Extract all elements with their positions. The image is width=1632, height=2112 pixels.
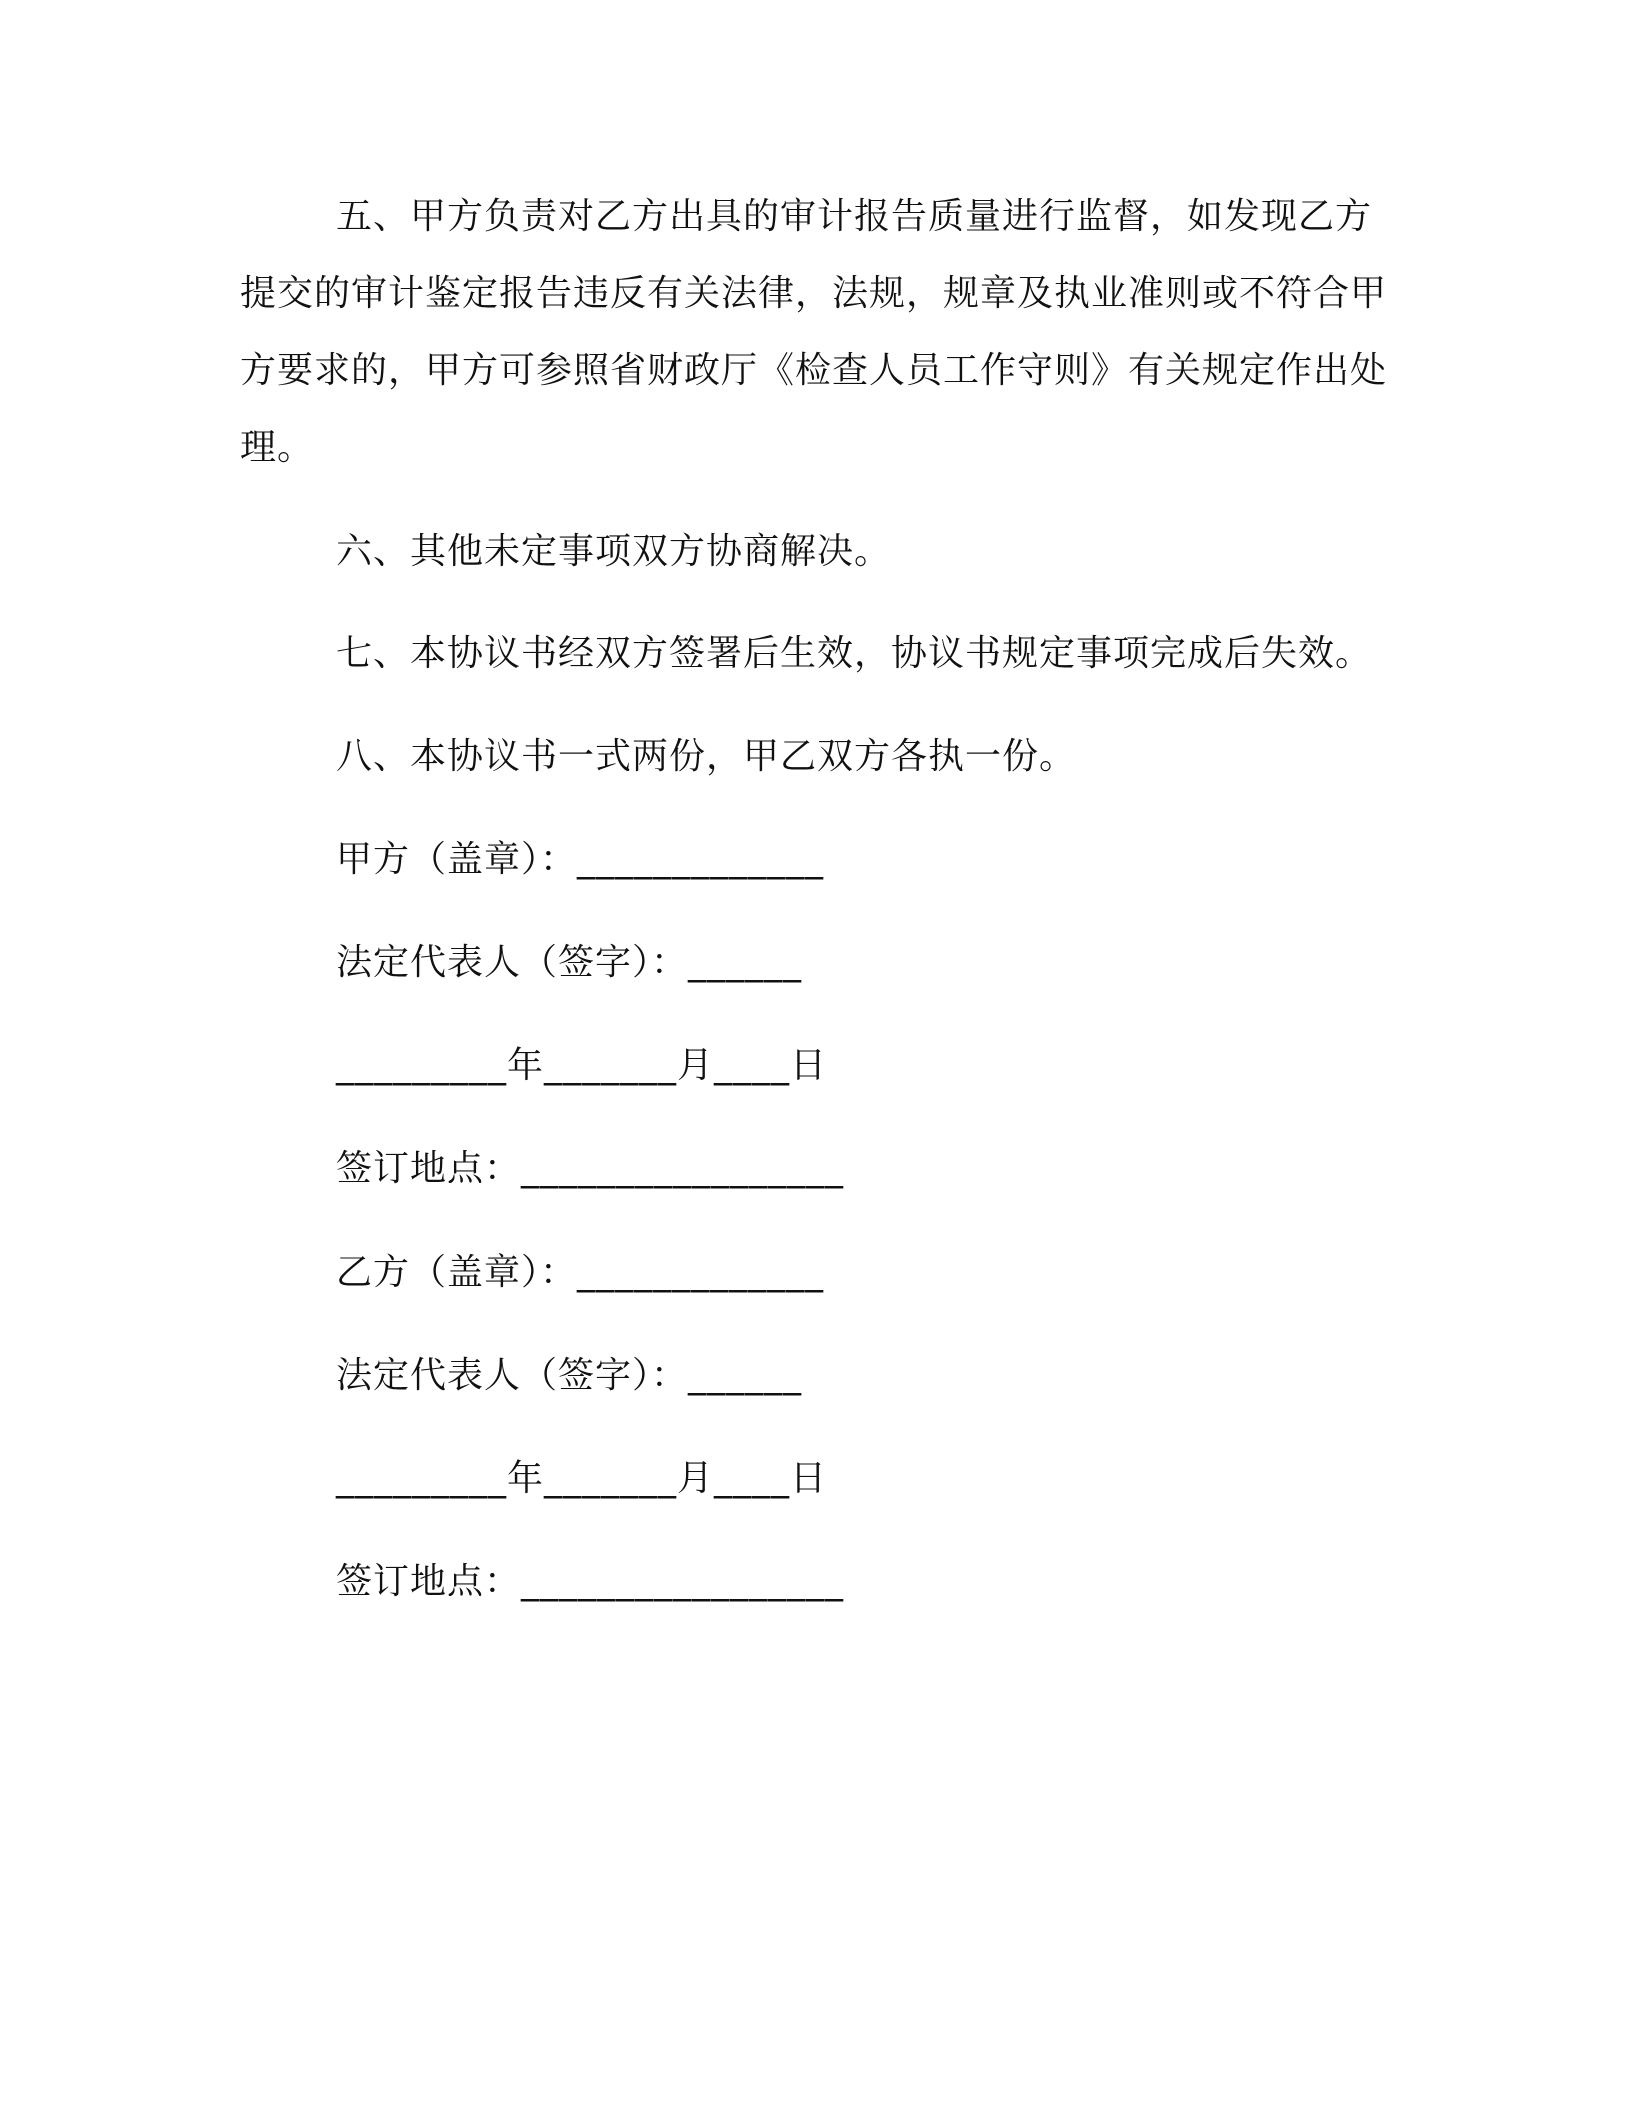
party-b-place-line: 签订地点：_________________ [336, 1561, 845, 1602]
party-b-representative-line: 法定代表人（签字）：______ [336, 1355, 803, 1396]
party-a-date-line: _________年_______月____日 [336, 1045, 827, 1086]
party-a-seal-line: 甲方（盖章）：_____________ [336, 839, 825, 880]
party-b-date-line: _________年_______月____日 [336, 1458, 827, 1499]
party-a-place-line: 签订地点：_________________ [336, 1148, 845, 1189]
party-a-representative-line: 法定代表人（签字）：______ [336, 942, 803, 983]
clause-seven: 七、本协议书经双方签署后生效，协议书规定事项完成后失效。 [336, 633, 1373, 674]
clause-five-text: 五、甲方负责对乙方出具的审计报告质量进行监督，如发现乙方提交的审计鉴定报告违反有关法律，法规，规章及执业准则或不符合甲方要求的，甲方可参照省财政厅《检查人员工作守则》有关规定作出处理。 [240, 196, 1388, 468]
clause-eight: 八、本协议书一式两份，甲乙双方各执一份。 [336, 736, 1077, 777]
clause-six: 六、其他未定事项双方协商解决。 [336, 531, 892, 572]
party-b-seal-line: 乙方（盖章）：_____________ [336, 1252, 825, 1293]
clause-five [240, 178, 1400, 486]
